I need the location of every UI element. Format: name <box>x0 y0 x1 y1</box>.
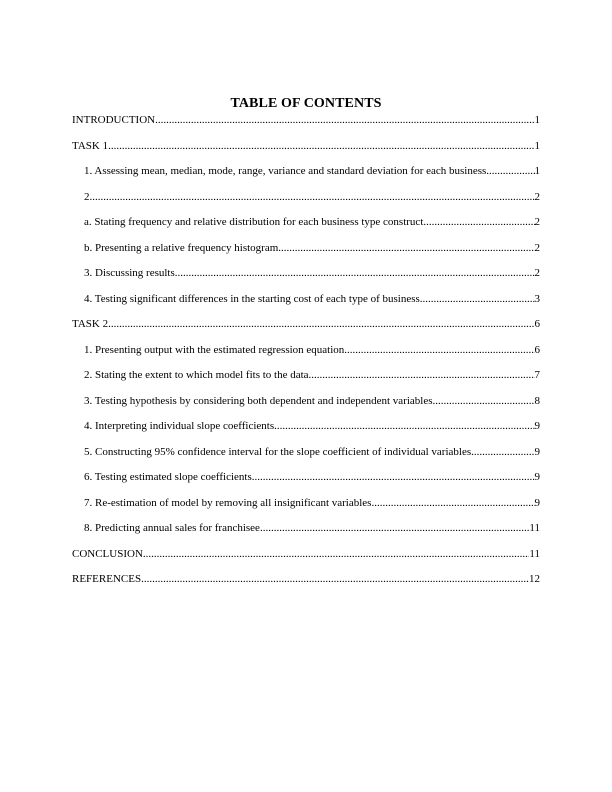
toc-entry-page-number: 2 <box>534 241 540 254</box>
toc-entry-page-number: 1 <box>534 139 540 152</box>
toc-entry-label: REFERENCES <box>72 573 142 585</box>
toc-entry[interactable] <box>72 164 540 190</box>
toc-entry[interactable] <box>72 368 540 394</box>
toc-entry-page-number: 1 <box>534 165 540 177</box>
toc-entry[interactable] <box>72 394 540 420</box>
toc-leader-dots <box>278 241 534 255</box>
toc-entry[interactable] <box>72 190 540 216</box>
toc-list <box>72 113 540 598</box>
toc-leader-dots <box>155 113 534 127</box>
toc-entry-label: 6. Testing estimated slope coefficients <box>84 471 252 483</box>
toc-entry[interactable] <box>72 215 540 241</box>
toc-entry-page-number: 11 <box>529 522 540 534</box>
toc-entry-page-number: 11 <box>529 547 540 560</box>
toc-entry-page-number: 9 <box>534 445 540 458</box>
toc-leader-dots <box>143 547 530 561</box>
toc-entry-page-number: 8 <box>534 394 540 407</box>
toc-leader-dots <box>274 419 534 433</box>
toc-entry[interactable] <box>72 521 540 547</box>
toc-entry-page-number: 9 <box>534 420 540 432</box>
toc-entry[interactable] <box>72 292 540 318</box>
toc-entry-label: 5. Constructing 95% confidence interval for the slope coefficient of individual variables <box>84 445 472 458</box>
toc-entry[interactable] <box>72 496 540 522</box>
toc-leader-dots <box>175 266 535 280</box>
toc-entry[interactable] <box>72 241 540 267</box>
toc-entry-label: 4. Testing significant differences in the starting cost of each type of business <box>84 292 420 305</box>
toc-entry[interactable] <box>72 445 540 471</box>
toc-leader-dots <box>108 317 534 331</box>
toc-entry[interactable] <box>72 419 540 445</box>
toc-entry-label: a. Stating frequency and relative distribution for each business type construct <box>84 216 424 228</box>
toc-leader-dots <box>371 496 534 510</box>
toc-entry-label: 8. Predicting annual sales for franchisee <box>84 522 260 534</box>
toc-entry-page-number: 2 <box>534 190 540 203</box>
toc-leader-dots <box>260 521 529 535</box>
toc-entry-page-number: 2 <box>534 216 540 228</box>
toc-leader-dots <box>423 215 534 229</box>
toc-leader-dots <box>471 445 534 459</box>
toc-leader-dots <box>252 470 535 484</box>
toc-entry-page-number: 1 <box>534 114 540 126</box>
toc-entry-label: 2. Stating the extent to which model fits to the data <box>84 369 309 381</box>
toc-entry-label: 7. Re-estimation of model by removing all insignificant variables <box>84 496 372 509</box>
toc-entry-label: CONCLUSION <box>72 547 143 560</box>
toc-leader-dots <box>309 368 535 382</box>
toc-entry-label: TASK 1 <box>72 139 109 152</box>
toc-entry[interactable] <box>72 266 540 292</box>
toc-entry-page-number: 9 <box>534 496 540 509</box>
toc-entry[interactable] <box>72 470 540 496</box>
toc-leader-dots <box>90 190 535 204</box>
toc-entry[interactable] <box>72 113 540 139</box>
toc-entry-page-number: 7 <box>534 369 540 381</box>
toc-entry[interactable] <box>72 317 540 343</box>
toc-entry-label: 3. Discussing results <box>84 267 175 279</box>
toc-entry-page-number: 2 <box>534 267 540 279</box>
toc-leader-dots <box>108 139 534 153</box>
toc-entry-page-number: 12 <box>529 573 540 585</box>
toc-entry-page-number: 6 <box>534 343 540 356</box>
toc-title: TABLE OF CONTENTS <box>230 96 382 111</box>
toc-entry-label: b. Presenting a relative frequency histogram <box>84 241 279 254</box>
toc-entry-label: 2 <box>84 190 90 203</box>
toc-entry-label: 3. Testing hypothesis by considering both dependent and independent variables <box>84 394 433 407</box>
toc-entry-page-number: 9 <box>534 471 540 483</box>
toc-entry-label: 1. Assessing mean, median, mode, range, variance and standard deviation for each business <box>84 165 487 177</box>
toc-entry[interactable] <box>72 547 540 573</box>
toc-entry-label: INTRODUCTION <box>72 114 156 126</box>
toc-entry-label: 4. Interpreting individual slope coefficients <box>84 420 275 432</box>
toc-entry-page-number: 3 <box>534 292 540 305</box>
toc-entry[interactable] <box>72 343 540 369</box>
toc-leader-dots <box>433 394 535 408</box>
toc-entry[interactable] <box>72 572 540 598</box>
toc-entry-label: 1. Presenting output with the estimated regression equation <box>84 343 345 356</box>
toc-leader-dots <box>420 292 535 306</box>
toc-entry[interactable] <box>72 139 540 165</box>
toc-leader-dots <box>141 572 529 586</box>
toc-leader-dots <box>344 343 534 357</box>
toc-entry-page-number: 6 <box>534 318 540 330</box>
toc-leader-dots <box>486 164 534 178</box>
toc-entry-label: TASK 2 <box>72 318 109 330</box>
